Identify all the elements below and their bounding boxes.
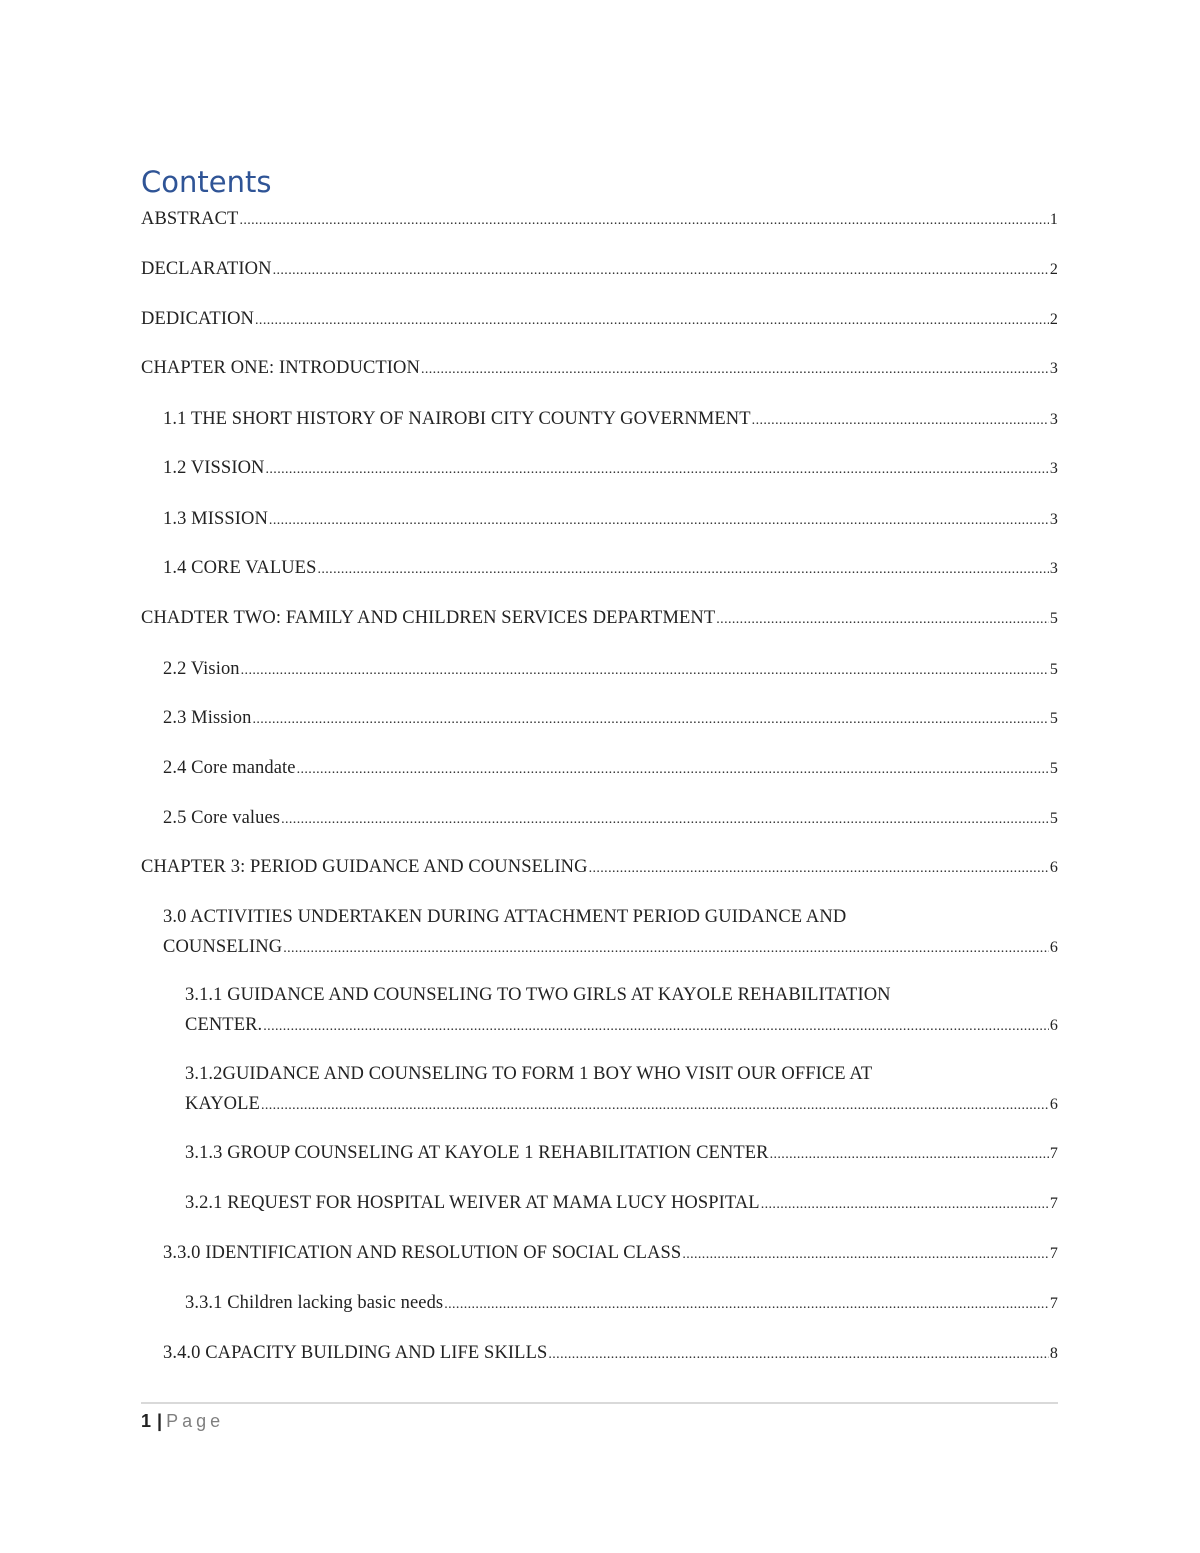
- toc-entry-title: CHAPTER ONE: INTRODUCTION: [141, 358, 420, 378]
- toc-page-number: 3: [1049, 560, 1058, 577]
- toc-page-number: 7: [1049, 1245, 1058, 1262]
- toc-page-number: 5: [1049, 810, 1058, 827]
- toc-entry-title: 1.2 VISSION: [163, 458, 265, 478]
- toc-entry-1-2[interactable]: [163, 453, 1058, 485]
- table-of-contents: [141, 0, 1058, 1400]
- toc-entry-chapter-two[interactable]: [141, 603, 1058, 635]
- toc-entry-dedication[interactable]: [141, 304, 1058, 336]
- footer-separator: |: [157, 1411, 163, 1431]
- toc-entry-3-1-2[interactable]: [185, 1059, 1058, 1121]
- toc-page-number: 5: [1049, 710, 1058, 727]
- toc-dot-leader: [281, 805, 1049, 835]
- toc-dot-leader: [716, 605, 1049, 635]
- toc-dot-leader: [239, 206, 1048, 236]
- toc-entry-title: 3.3.1 Children lacking basic needs: [185, 1293, 444, 1313]
- page-title: Contents: [141, 165, 272, 199]
- toc-page-number: 5: [1049, 661, 1058, 678]
- toc-entry-title-continued: CENTER.: [185, 1015, 263, 1035]
- toc-entry-title: CHAPTER 3: PERIOD GUIDANCE AND COUNSELING: [141, 857, 588, 877]
- toc-entry-title: 3.3.0 IDENTIFICATION AND RESOLUTION OF SOCIAL CLASS: [163, 1243, 682, 1263]
- toc-entry-title: DECLARATION: [141, 259, 272, 279]
- toc-dot-leader: [317, 555, 1048, 585]
- toc-entry-abstract[interactable]: [141, 204, 1058, 236]
- toc-page-number: 3: [1049, 460, 1058, 477]
- toc-page-number: 2: [1049, 261, 1058, 278]
- toc-dot-leader: [255, 306, 1049, 336]
- toc-page-number: 3: [1049, 360, 1058, 377]
- toc-entry-3-3-0[interactable]: [163, 1238, 1058, 1270]
- toc-dot-leader: [770, 1140, 1049, 1170]
- toc-entry-title: 3.2.1 REQUEST FOR HOSPITAL WEIVER AT MAMA LUCY HOSPITAL: [185, 1193, 760, 1213]
- toc-page-number: 7: [1049, 1145, 1058, 1162]
- toc-entry-1-3[interactable]: [163, 504, 1058, 536]
- toc-dot-leader: [682, 1240, 1049, 1270]
- toc-entry-1-1[interactable]: [163, 404, 1058, 436]
- toc-entry-title: CHADTER TWO: FAMILY AND CHILDREN SERVICES DEPARTMENT: [141, 608, 716, 628]
- toc-page-number: 5: [1049, 760, 1058, 777]
- toc-entry-title: 2.2 Vision: [163, 659, 240, 679]
- footer-page-label: Page: [166, 1411, 225, 1431]
- toc-dot-leader: [421, 355, 1049, 385]
- toc-entry-title: 1.3 MISSION: [163, 509, 268, 529]
- toc-entry-title: 3.0 ACTIVITIES UNDERTAKEN DURING ATTACHMENT PERIOD GUIDANCE AND: [163, 907, 847, 927]
- toc-page-number: 7: [1049, 1295, 1058, 1312]
- toc-page-number: 6: [1049, 859, 1058, 876]
- toc-entry-declaration[interactable]: [141, 254, 1058, 286]
- page-footer: [141, 1409, 224, 1433]
- toc-page-number: 5: [1049, 610, 1058, 627]
- toc-entry-2-3[interactable]: [163, 703, 1058, 735]
- toc-page-number: 2: [1049, 311, 1058, 328]
- toc-page-number: 1: [1049, 211, 1058, 228]
- toc-entry-3-1-1[interactable]: [185, 980, 1058, 1042]
- toc-dot-leader: [252, 705, 1048, 735]
- toc-dot-leader: [283, 934, 1049, 964]
- toc-dot-leader: [241, 656, 1049, 686]
- toc-page-number: 7: [1049, 1195, 1058, 1212]
- toc-entry-title: 3.1.2GUIDANCE AND COUNSELING TO FORM 1 BOY WHO VISIT OUR OFFICE AT: [185, 1064, 873, 1084]
- toc-entry-title: DEDICATION: [141, 309, 255, 329]
- toc-dot-leader: [589, 854, 1049, 884]
- toc-entry-title: 2.5 Core values: [163, 808, 281, 828]
- toc-dot-leader: [266, 455, 1049, 485]
- toc-entry-3-3-1[interactable]: [185, 1288, 1058, 1320]
- toc-dot-leader: [548, 1340, 1049, 1370]
- toc-entry-title: 2.4 Core mandate: [163, 758, 296, 778]
- toc-entry-chapter-one[interactable]: [141, 353, 1058, 385]
- toc-entry-title: 1.1 THE SHORT HISTORY OF NAIROBI CITY COUNTY GOVERNMENT: [163, 409, 751, 429]
- toc-entry-title: 3.1.3 GROUP COUNSELING AT KAYOLE 1 REHABILITATION CENTER: [185, 1143, 769, 1163]
- toc-entry-3-1-3[interactable]: [185, 1138, 1058, 1170]
- toc-page-number: 6: [1049, 1017, 1058, 1034]
- toc-page-number: 8: [1049, 1345, 1058, 1362]
- toc-entry-chapter-3[interactable]: [141, 852, 1058, 884]
- toc-page-number: 3: [1049, 411, 1058, 428]
- toc-page-number: 6: [1049, 1096, 1058, 1113]
- toc-entry-title: ABSTRACT: [141, 209, 239, 229]
- toc-entry-title: 2.3 Mission: [163, 708, 252, 728]
- toc-entry-title: 3.1.1 GUIDANCE AND COUNSELING TO TWO GIRLS AT KAYOLE REHABILITATION: [185, 985, 891, 1005]
- toc-dot-leader: [269, 506, 1049, 536]
- toc-entry-2-4[interactable]: [163, 753, 1058, 785]
- toc-page-number: 3: [1049, 511, 1058, 528]
- toc-entry-3-2-1[interactable]: [185, 1188, 1058, 1220]
- toc-entry-title: 1.4 CORE VALUES: [163, 558, 317, 578]
- footer-divider: [141, 1402, 1058, 1404]
- toc-entry-title-continued: KAYOLE: [185, 1094, 260, 1114]
- toc-entry-2-2[interactable]: [163, 654, 1058, 686]
- toc-dot-leader: [263, 1012, 1049, 1042]
- toc-entry-3-4-0[interactable]: [163, 1338, 1058, 1370]
- toc-dot-leader: [261, 1091, 1049, 1121]
- toc-dot-leader: [761, 1190, 1049, 1220]
- toc-dot-leader: [444, 1290, 1049, 1320]
- toc-dot-leader: [297, 755, 1049, 785]
- toc-page-number: 6: [1049, 939, 1058, 956]
- toc-dot-leader: [752, 406, 1049, 436]
- toc-entry-3-0[interactable]: [163, 902, 1058, 964]
- toc-entry-1-4[interactable]: [163, 553, 1058, 585]
- toc-entry-title: 3.4.0 CAPACITY BUILDING AND LIFE SKILLS: [163, 1343, 548, 1363]
- footer-page-number: 1: [141, 1411, 152, 1431]
- toc-entry-title-continued: COUNSELING: [163, 937, 283, 957]
- toc-entry-2-5[interactable]: [163, 803, 1058, 835]
- toc-dot-leader: [273, 256, 1049, 286]
